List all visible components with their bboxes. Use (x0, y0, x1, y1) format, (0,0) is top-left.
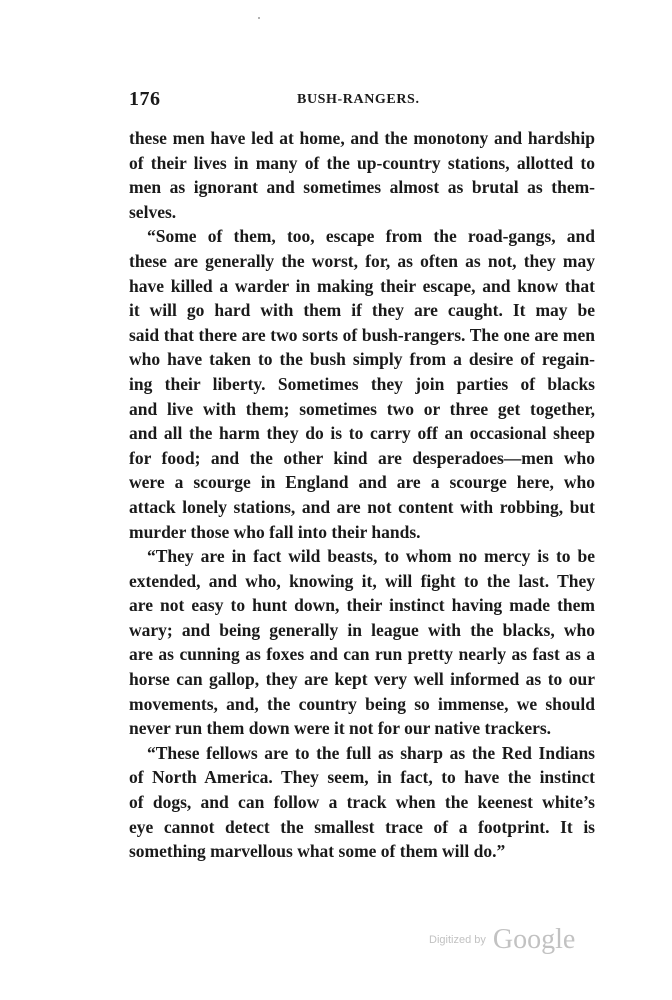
text-line: eye cannot detect the smallest trace of a footprint. It is (129, 816, 595, 837)
text-line: of dogs, and can follow a track when the keenest white’s (129, 792, 595, 813)
text-line: it will go hard with them if they are caught. It may be (129, 300, 595, 321)
digitization-watermark (429, 924, 575, 956)
page-number: 176 (129, 88, 161, 110)
running-head: BUSH-RANGERS. (297, 92, 420, 107)
text-line: for food; and the other kind are desperadoes—men who (129, 447, 595, 468)
text-line: are as cunning as foxes and can run pretty nearly as fast as a (129, 644, 595, 665)
text-line: and live with them; sometimes two or three get together, (129, 398, 595, 419)
text-line: said that there are two sorts of bush-rangers. The one are men (129, 324, 595, 345)
text-line: attack lonely stations, and are not content with robbing, but (129, 496, 595, 517)
text-line: selves. (129, 201, 177, 222)
text-line: never run them down were it not for our native trackers. (129, 718, 552, 739)
text-line: these men have led at home, and the monotony and hardship (129, 128, 595, 148)
text-line: extended, and who, knowing it, will fight to the last. They (129, 570, 595, 591)
text-line: “These fellows are to the full as sharp as the Red Indians (147, 742, 595, 763)
text-line: something marvellous what some of them will do.” (129, 841, 506, 862)
text-line: wary; and being generally in league with the blacks, who (129, 619, 595, 640)
body-text (129, 126, 595, 864)
text-line: have killed a warder in making their escape, and know that (129, 275, 595, 296)
scan-speck (258, 17, 260, 19)
watermark-logo: Google (492, 924, 576, 955)
watermark-prefix: Digitized by (429, 934, 486, 946)
text-line: murder those who fall into their hands. (129, 521, 421, 542)
text-line: of their lives in many of the up-country stations, allotted to (129, 152, 595, 173)
text-line: ing their liberty. Sometimes they join parties of blacks (129, 373, 595, 394)
text-line: these are generally the worst, for, as often as not, they may (129, 250, 595, 271)
text-line: “They are in fact wild beasts, to whom no mercy is to be (147, 546, 595, 567)
text-line: movements, and, the country being so immense, we should (129, 693, 595, 714)
text-line: who have taken to the bush simply from a desire of regain- (129, 349, 595, 370)
text-line: are not easy to hunt down, their instinct having made them (129, 595, 595, 616)
text-line: “Some of them, too, escape from the road-gangs, and (147, 226, 595, 247)
text-line: of North America. They seem, in fact, to have the instinct (129, 767, 595, 788)
text-line: and all the harm they do is to carry off an occasional sheep (129, 423, 595, 444)
text-line: men as ignorant and sometimes almost as brutal as them- (129, 177, 595, 198)
text-line: horse can gallop, they are kept very well informed as to our (129, 669, 595, 690)
text-line: were a scourge in England and are a scourge here, who (129, 472, 595, 493)
page-header (129, 88, 595, 114)
